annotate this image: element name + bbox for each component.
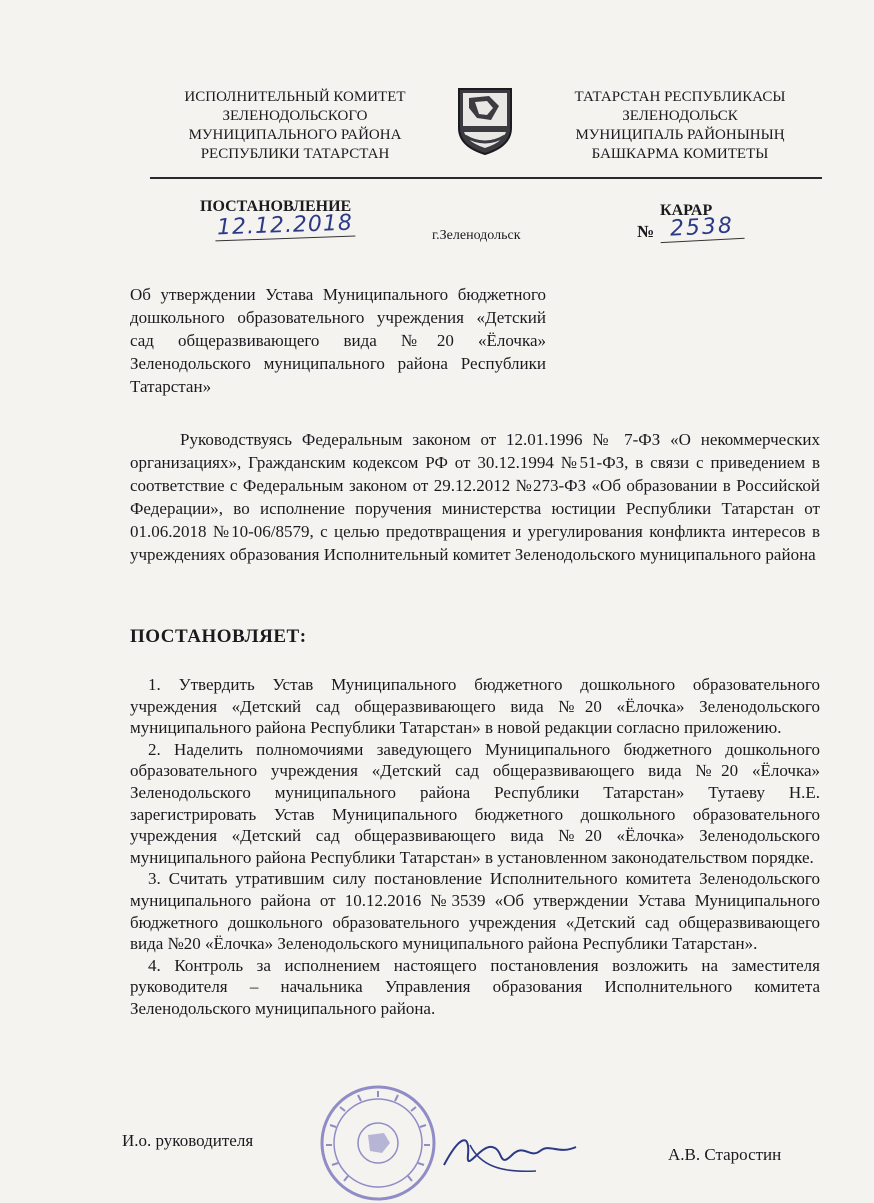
decree-heading: ПОСТАНОВЛЯЕТ: [130,626,307,647]
header-left-line: ИСПОЛНИТЕЛЬНЫЙ КОМИТЕТ [184,89,406,105]
header-right-line: ЗЕЛЕНОДОЛЬСК [622,108,738,124]
doc-number: 2538 [659,214,744,243]
doc-city: г.Зеленодольск [432,228,521,243]
decree-item: 4. Контроль за исполнением настоящего постановления возложить на заместителя руководителя – начальника Управления образования Исполнительного комитета Зеленодольского муниципального района. [130,955,820,1018]
header-left-line: ЗЕЛЕНОДОЛЬСКОГО [222,108,368,124]
handwritten-signature-icon [440,1125,580,1180]
doc-type-tt: КАРАР [660,202,713,219]
signer-position: И.о. руководителя [122,1131,254,1150]
decree-item: 2. Наделить полномочиями заведующего Муниципального бюджетного дошкольного образовательного учреждения «Детский сад общеразвивающего вида №20 «Ёлочка» Зеленодольского муниципального района Республики Татарстан» Тутаеву Н.Е. зарегистрировать Устав Муниципального бюджетного дошкольного образовательного учреждения «Детский сад общеразвивающего вида №20 «Ёлочка» Зеленодольского муниципального района Республики Татарстан» в установленном законодательством порядке. [130,739,820,867]
doc-date: 12.12.2018 [215,212,356,242]
coat-of-arms-icon [455,86,515,156]
header-left-line: МУНИЦИПАЛЬНОГО РАЙОНА [188,127,402,143]
signer-name: А.В. Старостин [668,1145,782,1164]
header-divider [150,177,822,179]
decree-item: 1. Утвердить Устав Муниципального бюджетного дошкольного образовательного учреждения «Детский сад общеразвивающего вида №20 «Ёлочка» Зеленодольского муниципального района Республики Татарстан» в новой редакции согласно приложению. [130,675,820,738]
doc-type-ru: ПОСТАНОВЛЕНИЕ [200,198,352,215]
header-left-line: РЕСПУБЛИКИ ТАТАРСТАН [200,146,390,162]
doc-subject: Об утверждении Устава Муниципального бюджетного дошкольного образовательного учреждения «Детский сад общеразвивающего вида №20 «Ёлочка» Зеленодольского муниципального района Республики Татарстан» [130,285,546,396]
header-right-block [545,88,815,164]
official-seal-icon [318,1083,438,1203]
doc-number-sign: № [637,222,655,241]
decree-item: 3. Считать утратившим силу постановление Исполнительного комитета Зеленодольского муниципального района от 10.12.2016 №3539 «Об утверждении Устава Муниципального бюджетного дошкольного образовательного учреждения «Детский сад общеразвивающего вида №20 «Ёлочка» Зеленодольского муниципального района Республики Татарстан». [130,869,820,954]
header-left-block [150,88,440,164]
decree-items [130,674,820,1020]
header-right-line: МУНИЦИПАЛЬ РАЙОНЫНЫҢ [575,127,785,143]
header-right-line: БАШКАРМА КОМИТЕТЫ [591,146,769,162]
header-right-line: ТАТАРСТАН РЕСПУБЛИКАСЫ [574,89,786,105]
doc-preamble: Руководствуясь Федеральным законом от 12.01.1996 № 7-ФЗ «О некоммерческих организациях», Гражданским кодексом РФ от 30.12.1994 №51-ФЗ, в связи с приведением в соответствие с Федеральным законом от 29.12.2012 №273-ФЗ «Об образовании в Российской Федерации», во исполнение поручения министерства юстиции Республики Татарстан от 01.06.2018 №10-06/8579, с целью предотвращения и урегулирования конфликта интересов в учреждениях образования Исполнительный комитет Зеленодольского муниципального района [130,430,820,564]
